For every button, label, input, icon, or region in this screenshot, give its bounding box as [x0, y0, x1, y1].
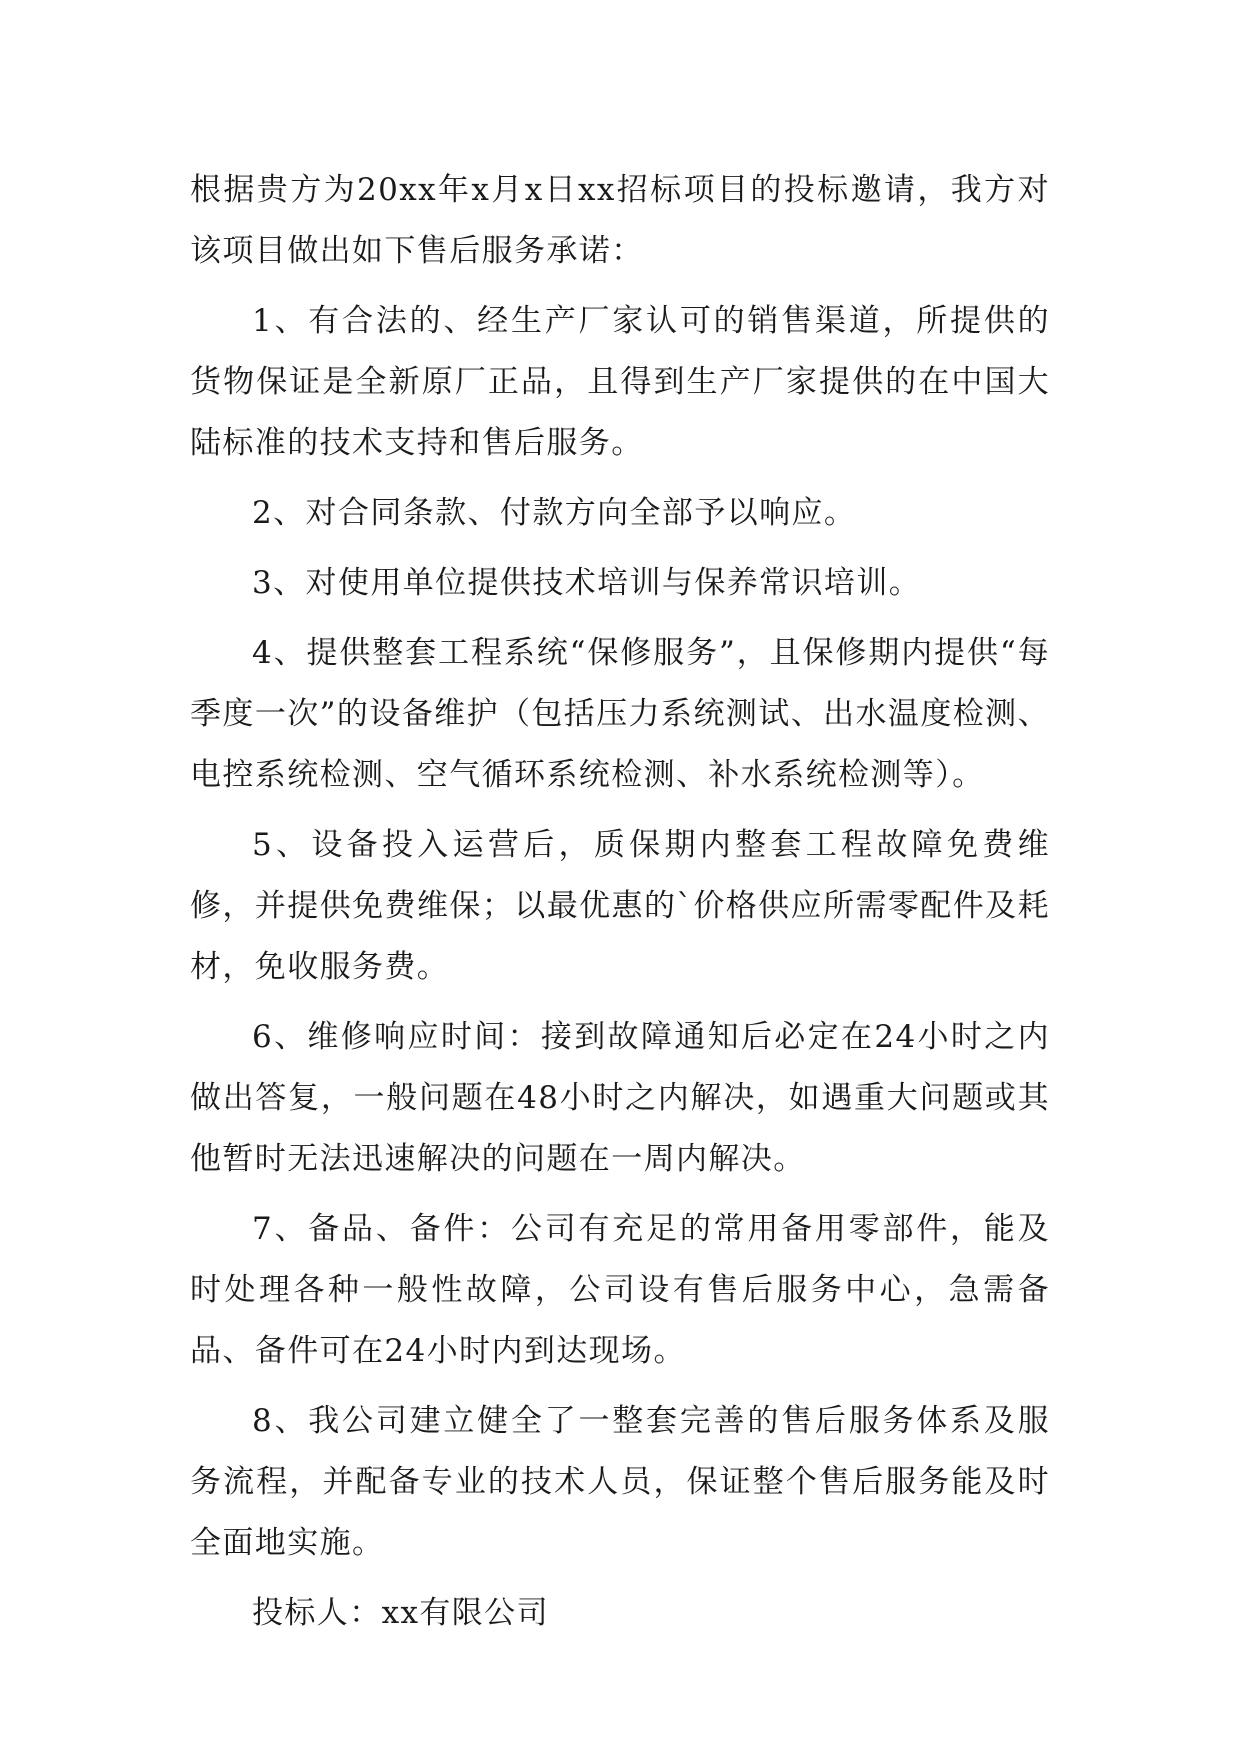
- signature-line: 投标人：xx有限公司: [252, 1595, 549, 1631]
- commitment-item-1: 1、有合法的、经生产厂家认可的销售渠道，所提供的货物保证是全新原厂正品，且得到生产厂家提供的在中国大陆标准的技术支持和售后服务。: [190, 303, 1050, 461]
- commitment-item-2: 2、对合同条款、付款方向全部予以响应。: [252, 495, 857, 531]
- commitment-item-3: 3、对使用单位提供技术培训与保养常识培训。: [252, 565, 922, 601]
- intro-paragraph: 根据贵方为20xx年x月x日xx招标项目的投标邀请，我方对该项目做出如下售后服务承诺：: [190, 172, 1050, 269]
- commitment-item-7: 7、备品、备件：公司有充足的常用备用零部件，能及时处理各种一般性故障，公司设有售后服务中心，急需备品、备件可在24小时内到达现场。: [190, 1211, 1050, 1369]
- commitment-item-8: 8、我公司建立健全了一整套完善的售后服务体系及服务流程，并配备专业的技术人员，保证整个售后服务能及时全面地实施。: [190, 1403, 1050, 1561]
- commitment-item-4: 4、提供整套工程系统“保修服务”，且保修期内提供“每季度一次”的设备维护（包括压力系统测试、出水温度检测、电控系统检测、空气循环系统检测、补水系统检测等）。: [190, 635, 1050, 793]
- document-body: [190, 160, 1050, 1653]
- commitment-item-6: 6、维修响应时间：接到故障通知后必定在24小时之内做出答复，一般问题在48小时之内解决，如遇重大问题或其他暂时无法迅速解决的问题在一周内解决。: [190, 1019, 1050, 1177]
- commitment-item-5: 5、设备投入运营后，质保期内整套工程故障免费维修，并提供免费维保；以最优惠的`价格供应所需零配件及耗材，免收服务费。: [190, 827, 1050, 985]
